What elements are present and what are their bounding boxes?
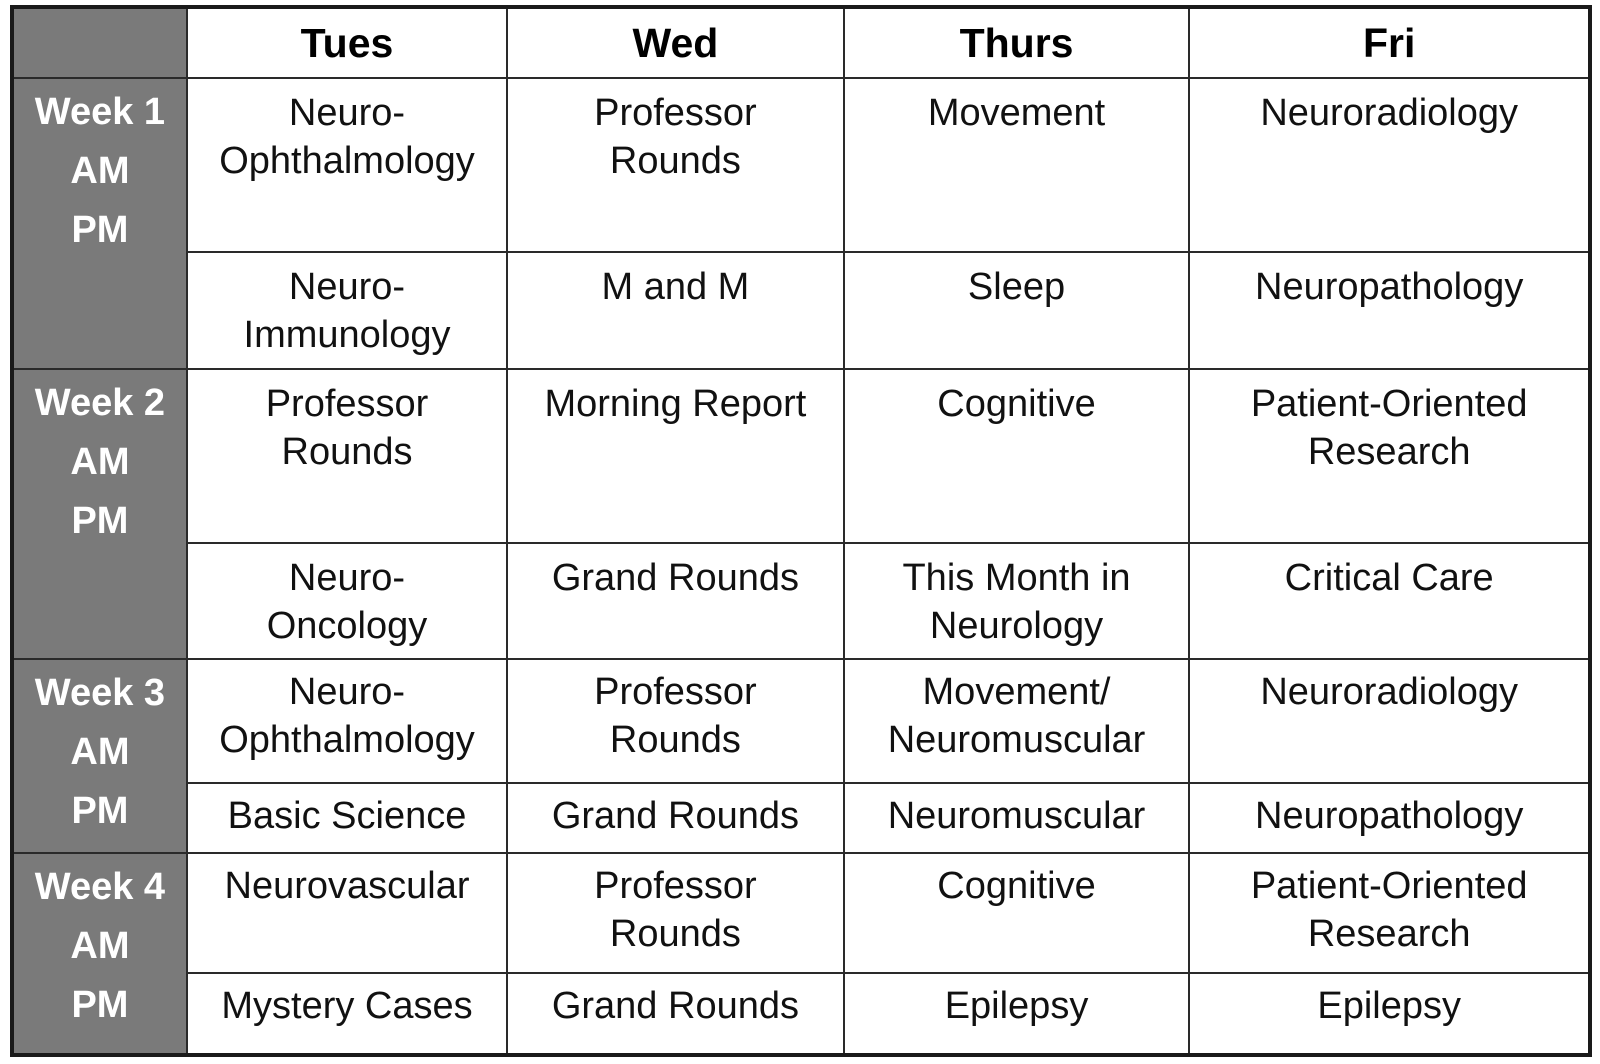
week-3-tues-pm: Basic Science xyxy=(187,783,507,853)
week-4-tues-am: Neurovascular xyxy=(187,853,507,973)
week-2-thurs-pm: This Month in Neurology xyxy=(844,543,1190,659)
week-2-tues-am: Professor Rounds xyxy=(187,369,507,543)
week-1-tues-am: Neuro- Ophthalmology xyxy=(187,78,507,252)
week-1-am-row xyxy=(12,78,1590,252)
week-2-tues-pm: Neuro- Oncology xyxy=(187,543,507,659)
week-4-label-cell xyxy=(12,853,187,1055)
week-2-fri-am: Patient-Oriented Research xyxy=(1189,369,1590,543)
week-1-thurs-pm: Sleep xyxy=(844,252,1190,368)
day-header-fri: Fri xyxy=(1189,7,1590,78)
day-header-thurs: Thurs xyxy=(844,7,1190,78)
week-3-pm-label: PM xyxy=(71,789,129,832)
week-2-label-cell xyxy=(12,369,187,659)
week-1-pm-row xyxy=(12,252,1590,368)
week-1-label-cell xyxy=(12,78,187,368)
week-3-tues-am: Neuro- Ophthalmology xyxy=(187,659,507,783)
week-4-wed-pm: Grand Rounds xyxy=(507,973,844,1055)
week-3-fri-pm: Neuropathology xyxy=(1189,783,1590,853)
week-4-thurs-pm: Epilepsy xyxy=(844,973,1190,1055)
week-2-wed-pm: Grand Rounds xyxy=(507,543,844,659)
week-1-am-label: AM xyxy=(70,150,130,193)
day-header-wed: Wed xyxy=(507,7,844,78)
week-4-tues-pm: Mystery Cases xyxy=(187,973,507,1055)
week-1-tues-pm: Neuro- Immunology xyxy=(187,252,507,368)
week-4-pm-row xyxy=(12,973,1590,1055)
week-3-pm-row xyxy=(12,783,1590,853)
week-4-fri-pm: Epilepsy xyxy=(1189,973,1590,1055)
header-row xyxy=(12,7,1590,78)
week-1-pm-label: PM xyxy=(71,209,129,252)
week-3-am-label: AM xyxy=(70,730,130,773)
week-3-wed-am: Professor Rounds xyxy=(507,659,844,783)
week-3-thurs-pm: Neuromuscular xyxy=(844,783,1190,853)
day-header-tues: Tues xyxy=(187,7,507,78)
week-3-label: Week 3 xyxy=(34,671,166,714)
week-1-fri-pm: Neuropathology xyxy=(1189,252,1590,368)
week-4-am-label: AM xyxy=(70,925,130,968)
week-4-label: Week 4 xyxy=(34,866,166,909)
week-2-thurs-am: Cognitive xyxy=(844,369,1190,543)
week-1-label: Week 1 xyxy=(34,91,166,134)
week-3-thurs-am: Movement/ Neuromuscular xyxy=(844,659,1190,783)
week-3-am-row xyxy=(12,659,1590,783)
week-2-label: Week 2 xyxy=(34,381,166,424)
corner-cell xyxy=(12,7,187,78)
week-2-pm-row xyxy=(12,543,1590,659)
week-2-am-row xyxy=(12,369,1590,543)
week-4-thurs-am: Cognitive xyxy=(844,853,1190,973)
week-1-wed-am: Professor Rounds xyxy=(507,78,844,252)
week-3-label-cell xyxy=(12,659,187,854)
week-2-wed-am: Morning Report xyxy=(507,369,844,543)
week-2-fri-pm: Critical Care xyxy=(1189,543,1590,659)
week-1-wed-pm: M and M xyxy=(507,252,844,368)
week-2-am-label: AM xyxy=(70,440,130,483)
week-4-am-row xyxy=(12,853,1590,973)
week-4-fri-am: Patient-Oriented Research xyxy=(1189,853,1590,973)
week-1-thurs-am: Movement xyxy=(844,78,1190,252)
week-4-wed-am: Professor Rounds xyxy=(507,853,844,973)
conference-schedule-table xyxy=(10,5,1592,1057)
week-3-fri-am: Neuroradiology xyxy=(1189,659,1590,783)
week-3-wed-pm: Grand Rounds xyxy=(507,783,844,853)
week-2-pm-label: PM xyxy=(71,499,129,542)
week-1-fri-am: Neuroradiology xyxy=(1189,78,1590,252)
week-4-pm-label: PM xyxy=(71,984,129,1027)
